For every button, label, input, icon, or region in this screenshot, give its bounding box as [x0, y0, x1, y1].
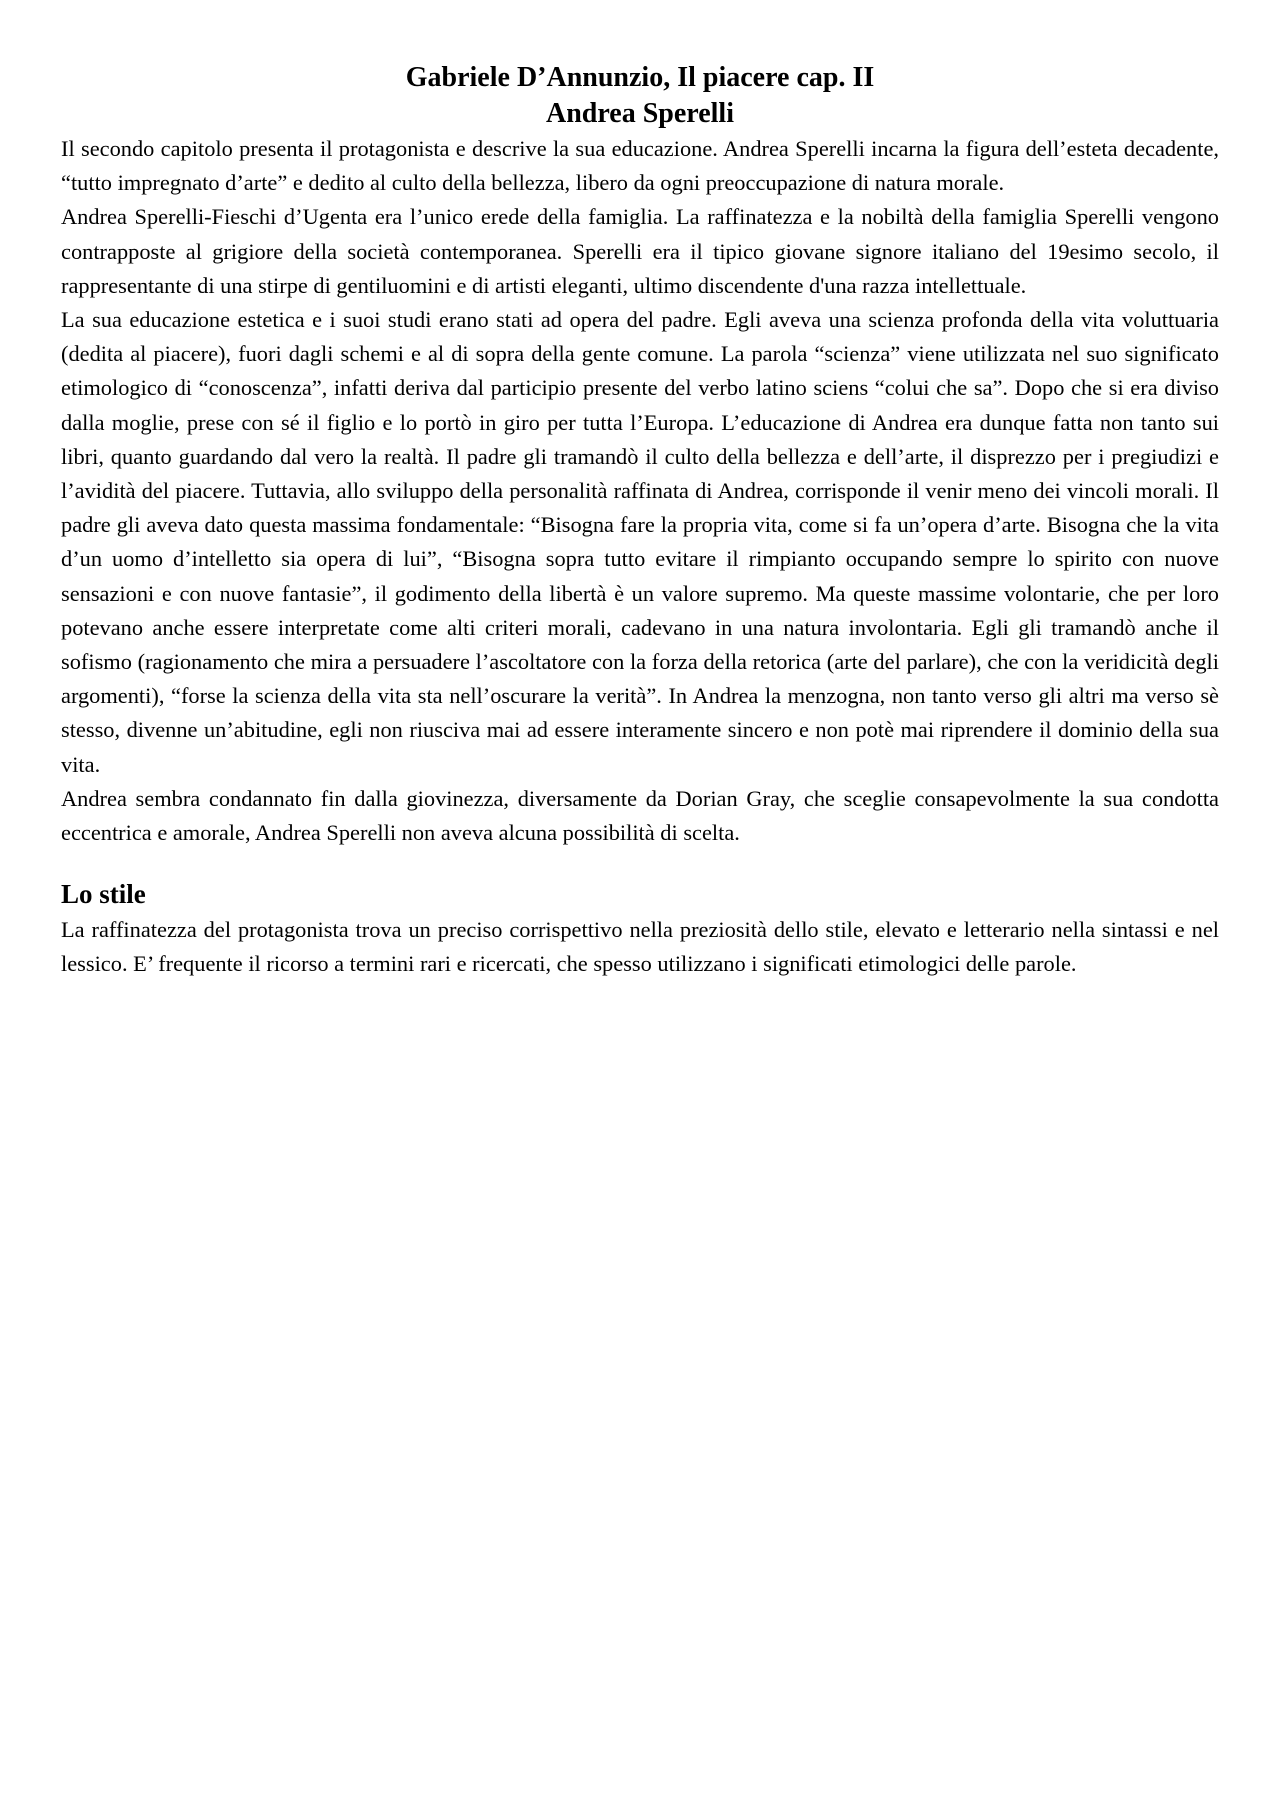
paragraph-education: La sua educazione estetica e i suoi studi erano stati ad opera del padre. Egli aveva una scienza profonda della vita voluttuaria (dedita al piacere), fuori dagli schemi e al di sopra della gente comune. La parola “scienza” viene utilizzata nel suo significato etimologico di “conoscenza”, infatti deriva dal participio presente del verbo latino sciens “colui che sa”. Dopo che si era diviso dalla moglie, prese con sé il figlio e lo portò in giro per tutta l’Europa. L’educazione di Andrea era dunque fatta non tanto sui libri, quanto guardando dal vero la realtà. Il padre gli tramandò il culto della bellezza e dell’arte, il disprezzo per i pregiudizi e l’avidità del piacere. Tuttavia, allo sviluppo della personalità raffinata di Andrea, corrisponde il venir meno dei vincoli morali. Il padre gli aveva dato questa massima fondamentale: “Bisogna fare la propria vita, come si fa un’opera d’arte. Bisogna che la vita d’un uomo d’intelletto sia opera di lui”, “Bisogna sopra tutto evitare il rimpianto occupando sempre lo spirito con nuove sensazioni e con nuove fantasie”, il godimento della libertà è un valore supremo. Ma queste massime volontarie, che per loro potevano anche essere interpretate come alti criteri morali, cadevano in una natura involontaria. Egli gli tramandò anche il sofismo (ragionamento che mira a persuadere l’ascoltatore con la forza della retorica (arte del parlare), che con la veridicità degli argomenti), “forse la scienza della vita sta nell’oscurare la verità”. In Andrea la menzogna, non tanto verso gli altri ma verso sè stesso, divenne un’abitudine, egli non riusciva mai ad essere interamente sincero e non potè mai riprendere il dominio della sua vita. [61, 307, 1219, 777]
paragraph-comparison: Andrea sembra condannato fin dalla giovinezza, diversamente da Dorian Gray, che sceglie consapevolmente la sua condotta eccentrica e amorale, Andrea Sperelli non aveva alcuna possibilità di scelta. [61, 785, 1219, 846]
document-page [61, 60, 1219, 982]
section-heading-style: Lo stile [61, 879, 146, 910]
paragraph-style: La raffinatezza del protagonista trova un preciso corrispettivo nella preziosità dello stile, elevato e letterario nella sintassi e nel lessico. E’ frequente il ricorso a termini rari e ricercati, che spesso utilizzano i significati etimologici delle parole. [61, 917, 1219, 977]
paragraph-intro: Il secondo capitolo presenta il protagonista e descrive la sua educazione. Andrea Sperelli incarna la figura dell’esteta decadente, “tutto impregnato d’arte” e dedito al culto della bellezza, libero da ogni preoccupazione di natura morale. [61, 136, 1219, 196]
paragraph-family: Andrea Sperelli-Fieschi d’Ugenta era l’unico erede della famiglia. La raffinatezza e la nobiltà della famiglia Sperelli vengono contrapposte al grigiore della società contemporanea. Sperelli era il tipico giovane signore italiano del 19esimo secolo, il rappresentante di una stirpe di gentiluomini e di artisti eleganti, ultimo discendente d'una razza intellettuale. [61, 204, 1219, 298]
document-title: Gabriele D’Annunzio, Il piacere cap. II [405, 62, 875, 93]
document-subtitle: Andrea Sperelli [546, 98, 734, 129]
